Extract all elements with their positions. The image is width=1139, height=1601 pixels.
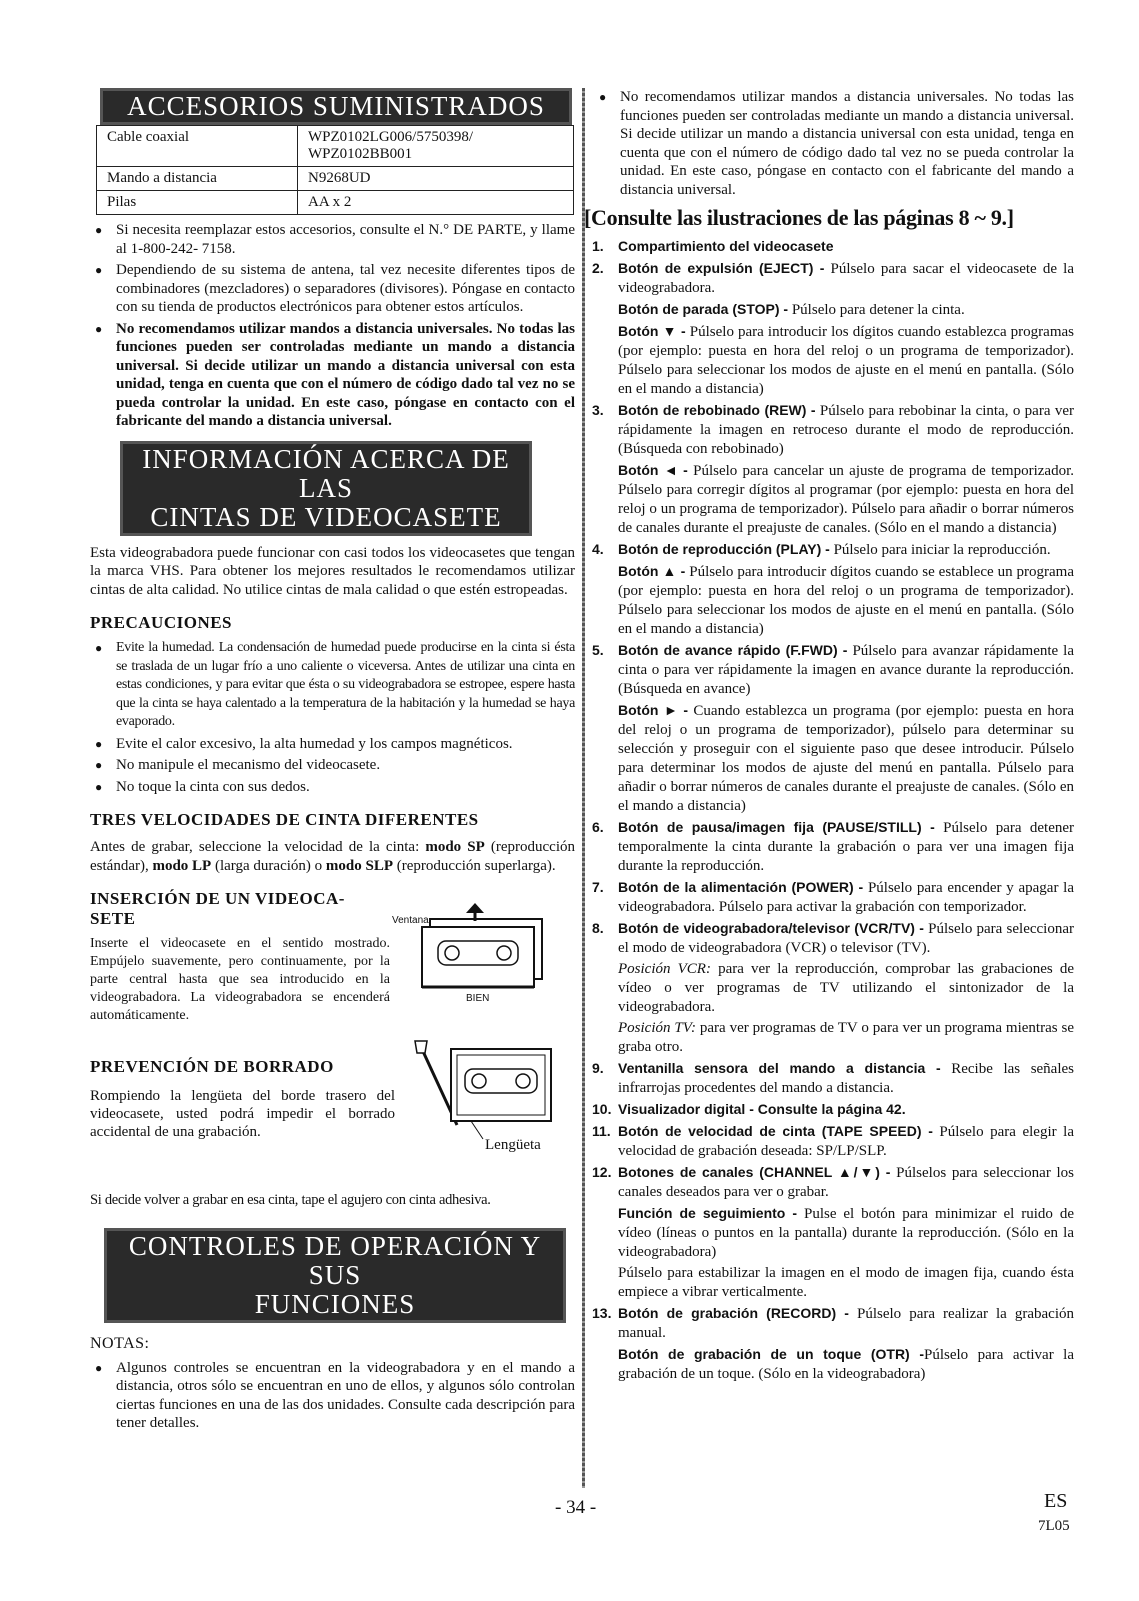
control-label: Visualizador digital - Consulte la página 42. xyxy=(618,1101,906,1117)
insertion-figure xyxy=(392,901,550,1011)
list-item: ● No recomendamos utilizar mandos a distancia universales. No todas las funciones pueden ser controladas mediante un mando a distancia universal. Si decide utilizar un mando a distancia universal con esta unidad, tenga en cuenta que con el número de código dado tal vez no se pueda controlar la unidad. En este caso, póngase en contacto con el fabricante del mando a distancia universal. xyxy=(90,320,575,431)
precauciones-list xyxy=(90,639,575,796)
column-divider xyxy=(582,88,585,1488)
table-cell: N9268UD xyxy=(298,167,574,191)
control-label: Compartimiento del videocasete xyxy=(618,238,834,254)
control-label: Botón de avance rápido (F.FWD) - xyxy=(618,642,848,658)
table-row xyxy=(97,126,574,167)
cintas-title-line1: INFORMACIÓN ACERCA DE LAS xyxy=(142,443,510,503)
cintas-banner xyxy=(120,441,532,536)
table-cell: Pilas xyxy=(97,191,298,215)
list-item xyxy=(594,641,1074,699)
control-description: para ver la reproducción, comprobar las grabaciones de vídeo o ver programas de TV utilizando el sintonizador de la videograbadora. xyxy=(618,961,1075,1015)
accesorios-banner xyxy=(100,88,572,125)
insercion-title-2: SETE xyxy=(90,909,136,928)
control-description: Púlselo para cancelar un ajuste de programa de temporizador. Púlselo para corregir dígitos al programar (por ejemplo: puesta en hora del reloj o un programa de temporizador). Púlselo para añadir o borrar números de canales durante el preajuste de canales. (Sólo en el mando a distancia) xyxy=(618,463,1074,536)
control-description: Púlselo para avanzar rápidamente la cinta o para ver rápidamente la imagen en avance durante la reproducción. (Búsqueda en avance) xyxy=(618,643,1075,697)
list-item: ● Si necesita reemplazar estos accesorios, consulte el N.° DE PARTE, y llame al 1-800-242- 7158. xyxy=(90,221,575,258)
borrado-text: Rompiendo la lengüeta del borde trasero del videocasete, usted podrá impedir el borrado accidental de una grabación. xyxy=(90,1088,395,1140)
precauciones-heading: PRECAUCIONES xyxy=(90,613,233,632)
list-item xyxy=(594,322,1074,399)
position-label: Posición TV: xyxy=(618,1020,696,1036)
control-description: Púlselo para realizar la grabación manual. xyxy=(618,1306,1074,1341)
notas-list xyxy=(90,1359,575,1433)
control-label: Botón ► - xyxy=(618,702,689,718)
list-item xyxy=(594,1100,1074,1120)
control-label: Botón ▲ - xyxy=(618,563,686,579)
mode-slp: modo SLP xyxy=(325,857,394,874)
list-item xyxy=(594,540,1074,560)
mode-lp: modo LP xyxy=(152,857,212,874)
insercion-text: Inserte el videocasete en el sentido mostrado. Empújelo suavemente, pero continuamente, por la parte central hasta que sea introducido en la videograbadora. La videograbadora se encenderá automáticamente. xyxy=(90,936,390,1023)
velocidades-heading: TRES VELOCIDADES DE CINTA DIFERENTES xyxy=(90,810,479,829)
velocidades-text-a: Antes de grabar, seleccione la velocidad de la cinta: xyxy=(90,839,426,855)
list-item xyxy=(594,960,1074,1017)
control-description: para ver programas de TV o para ver un programa mientras se graba otro. xyxy=(618,1020,1074,1055)
list-item: ● Evite el calor excesivo, la alta humedad y los campos magnéticos. xyxy=(90,735,575,754)
control-description: Púlselos para seleccionar los canales deseados para ver o grabar. xyxy=(618,1165,1075,1200)
controles-banner xyxy=(104,1228,566,1323)
control-description: Púlselo para detener la cinta. xyxy=(788,302,965,318)
borrado-heading: PREVENCIÓN DE BORRADO xyxy=(90,1057,334,1076)
list-item xyxy=(594,461,1074,538)
control-description: Púlselo para introducir los dígitos cuando establezca programas (por ejemplo: puesta en hora del reloj o un programa de temporizador). Púlselo para seleccionar los modos de ajuste en el menú en pantalla. (Sólo en el mando a distancia) xyxy=(618,324,1074,397)
tab-figure xyxy=(405,1039,565,1159)
control-label: Botón ▼ - xyxy=(618,323,686,339)
velocidades-text-b: (reproducción estándar), xyxy=(90,839,575,874)
control-description: Recibe las señales infrarrojas procedentes del mando a distancia. xyxy=(618,1061,1075,1096)
cintas-title-line2: CINTAS DE VIDEOCASETE xyxy=(150,501,502,532)
item-number: 12. xyxy=(592,1164,612,1180)
list-item xyxy=(594,1204,1074,1262)
velocidades-text xyxy=(90,838,575,875)
table-row xyxy=(97,167,574,191)
control-description: Púlselo para detener temporalmente la cinta durante la grabación o para ver una imagen fija durante la reproducción. xyxy=(618,820,1075,874)
borrado-block xyxy=(90,1057,575,1187)
ventana-label: Ventana xyxy=(392,915,429,926)
language-code: ES xyxy=(1044,1490,1068,1512)
list-item xyxy=(594,818,1074,876)
control-label: Botón de parada (STOP) - xyxy=(618,301,789,317)
table-row xyxy=(97,191,574,215)
list-item: ● Evite la humedad. La condensación de humedad puede producirse en la cinta si ésta se traslada de un lugar frío a uno caliente o viceversa. Antes de utilizar una cinta en estas condiciones, y para evitar que ésta o su videograbadora se estropee, espere hasta que la cinta se haya calentado a la temperatura de la habitación y la humedad se haya evaporado. xyxy=(90,639,575,732)
list-item xyxy=(594,1122,1074,1161)
control-description: Cuando establezca un programa (por ejemplo: puesta en hora del reloj o un programa de temporizador), púlselo para determinar su selección y proseguir con el siguiente paso que desee introducir. Púlselo para determinar los modos de ajuste del menú en pantalla. Púlselo para añadir o borrar números de canales durante el preajuste de canales. (Sólo en el mando a distancia) xyxy=(618,703,1074,814)
list-item: ● No recomendamos utilizar mandos a distancia universales. No todas las funciones pueden ser controladas mediante un mando a distancia universal. Si decide utilizar un mando a distancia universal con esta unidad, tenga en cuenta que con el número de código dado tal vez no se pueda controlar la unidad. En este caso, póngase en contacto con el fabricante del mando a distancia universal. xyxy=(594,88,1074,199)
borrado-text-2: Si decide volver a grabar en esa cinta, tape el agujero con cinta adhesiva. xyxy=(90,1192,491,1208)
list-item xyxy=(594,919,1074,958)
item-number: 3. xyxy=(592,402,604,418)
list-item xyxy=(594,562,1074,639)
bien-label: BIEN xyxy=(466,993,490,1004)
control-description: Púlselo para sacar el videocasete de la videograbadora. xyxy=(618,261,1075,296)
control-description: Púlselo para rebobinar la cinta, o para ver rápidamente la imagen en retroceso durante el modo de reproducción. (Búsqueda con rebobinado) xyxy=(618,403,1074,457)
list-item xyxy=(594,701,1074,816)
velocidades-text-d: (reproducción superlarga). xyxy=(393,857,556,874)
controls-list xyxy=(594,237,1074,1384)
accesorios-title: ACCESORIOS SUMINISTRADOS xyxy=(127,91,545,121)
velocidades-text-c: (larga duración) o xyxy=(211,857,326,874)
control-description: Púlselo para estabilizar la imagen en el modo de imagen fija, cuando ésta empiece a vibrar verticalmente. xyxy=(618,1265,1074,1300)
control-label: Botones de canales (CHANNEL ▲/▼) - xyxy=(618,1164,891,1180)
control-label: Ventanilla sensora del mando a distancia - xyxy=(618,1060,941,1076)
item-number: 7. xyxy=(592,879,604,895)
accesorios-notes xyxy=(90,221,575,431)
item-number: 1. xyxy=(592,238,604,254)
list-item: ● Algunos controles se encuentran en la videograbadora y en el mando a distancia, otros sólo se encuentran en uno de ellos, y algunos sólo controlan ciertas funciones en una de las dos unidades. Consulte cada descripción para tener detalles. xyxy=(90,1359,575,1433)
controles-title-line2: FUNCIONES xyxy=(254,1288,416,1319)
list-item xyxy=(594,1264,1074,1302)
control-label: Botón de velocidad de cinta (TAPE SPEED) - xyxy=(618,1123,933,1139)
item-number: 8. xyxy=(592,920,604,936)
accessories-table xyxy=(96,125,574,215)
control-label: Botón de grabación (RECORD) - xyxy=(618,1305,849,1321)
lengueta-label: Lengüeta xyxy=(485,1137,541,1153)
page-number: - 34 - xyxy=(555,1497,597,1518)
control-description: Púlselo para introducir dígitos cuando se establece un programa (por ejemplo: puesta en hora del reloj o un programa de temporizador). Púlselo para seleccionar los modos de ajuste en el menú en pantalla. (Sólo en el mando a distancia) xyxy=(618,564,1075,637)
table-cell: Cable coaxial xyxy=(97,126,298,167)
notas-heading: NOTAS: xyxy=(90,1334,150,1352)
table-cell: AA x 2 xyxy=(298,191,574,215)
item-number: 5. xyxy=(592,642,604,658)
item-number: 6. xyxy=(592,819,604,835)
control-description: Púlselo para activar la grabación de un toque. (Sólo en la videograbadora) xyxy=(618,1347,1074,1382)
control-label: Botón de rebobinado (REW) - xyxy=(618,402,816,418)
illustrations-reference: [Consulte las ilustraciones de las páginas 8 ~ 9.] xyxy=(584,205,1014,230)
mode-sp: modo SP xyxy=(425,839,485,855)
insercion-block xyxy=(90,889,575,1039)
control-label: Botón de reproducción (PLAY) - xyxy=(618,541,830,557)
table-cell: Mando a distancia xyxy=(97,167,298,191)
list-item xyxy=(594,237,1074,257)
control-label: Función de seguimiento - xyxy=(618,1205,798,1221)
list-item: ● No manipule el mecanismo del videocasete. xyxy=(90,756,575,775)
item-number: 10. xyxy=(592,1101,612,1117)
list-item xyxy=(594,1059,1074,1098)
control-description: Pulse el botón para minimizar el ruido de vídeo (líneas o puntos en la pantalla) durante la reproducción. (Sólo en la videograbadora) xyxy=(618,1206,1074,1260)
control-label: Botón ◄ - xyxy=(618,462,688,478)
control-description: Púlselo para seleccionar el modo de videograbadora (VCR) o televisor (TV). xyxy=(618,921,1074,956)
list-item xyxy=(594,878,1074,917)
left-column xyxy=(90,88,575,1436)
control-label: Botón de expulsión (EJECT) - xyxy=(618,260,825,276)
controles-title-line1: CONTROLES DE OPERACIÓN Y SUS xyxy=(128,1230,542,1290)
list-item xyxy=(594,1345,1074,1384)
control-label: Botón de videograbadora/televisor (VCR/TV) - xyxy=(618,920,924,936)
item-number: 9. xyxy=(592,1060,604,1076)
list-item xyxy=(594,401,1074,459)
position-label: Posición VCR: xyxy=(618,961,711,977)
control-label: Botón de grabación de un toque (OTR) - xyxy=(618,1346,924,1362)
table-cell: WPZ0102LG006/5750398/ WPZ0102BB001 xyxy=(298,126,574,167)
list-item: ● Dependiendo de su sistema de antena, tal vez necesite diferentes tipos de combinadores (mezcladores) o separadores (divisores). Póngase en contacto con su tienda de productos electrónicos para obtener estos artículos. xyxy=(90,261,575,317)
cintas-intro: Esta videograbadora puede funcionar con casi todos los videocasetes que tengan la marca VHS. Para obtener los mejores resultados le recomendamos utilizar cintas de alta calidad. No utilice cintas de mala calidad o que estén estropeadas. xyxy=(90,544,575,598)
item-number: 4. xyxy=(592,541,604,557)
control-description: Púlselo para encender y apagar la videograbadora. Púlselo para activar la grabación con temporizador. xyxy=(618,880,1074,915)
document-code: 7L05 xyxy=(1038,1518,1070,1534)
control-description: Púlselo para iniciar la reproducción. xyxy=(829,542,1051,558)
item-number: 13. xyxy=(592,1305,612,1321)
right-top-note xyxy=(594,88,1074,199)
list-item xyxy=(594,1304,1074,1343)
list-item xyxy=(594,1019,1074,1057)
list-item xyxy=(594,1163,1074,1202)
item-number: 2. xyxy=(592,260,604,276)
item-number: 11. xyxy=(592,1123,611,1139)
control-label: Botón de la alimentación (POWER) - xyxy=(618,879,864,895)
right-column xyxy=(584,88,1075,1386)
list-item xyxy=(594,300,1074,320)
list-item: ● No toque la cinta con sus dedos. xyxy=(90,778,575,797)
control-label: Botón de pausa/imagen fija (PAUSE/STILL) - xyxy=(618,819,935,835)
control-description: Púlselo para elegir la velocidad de grabación deseada: SP/LP/SLP. xyxy=(618,1124,1074,1159)
insercion-title-1: INSERCIÓN DE UN VIDEOCA- xyxy=(90,889,345,908)
list-item xyxy=(594,259,1074,298)
